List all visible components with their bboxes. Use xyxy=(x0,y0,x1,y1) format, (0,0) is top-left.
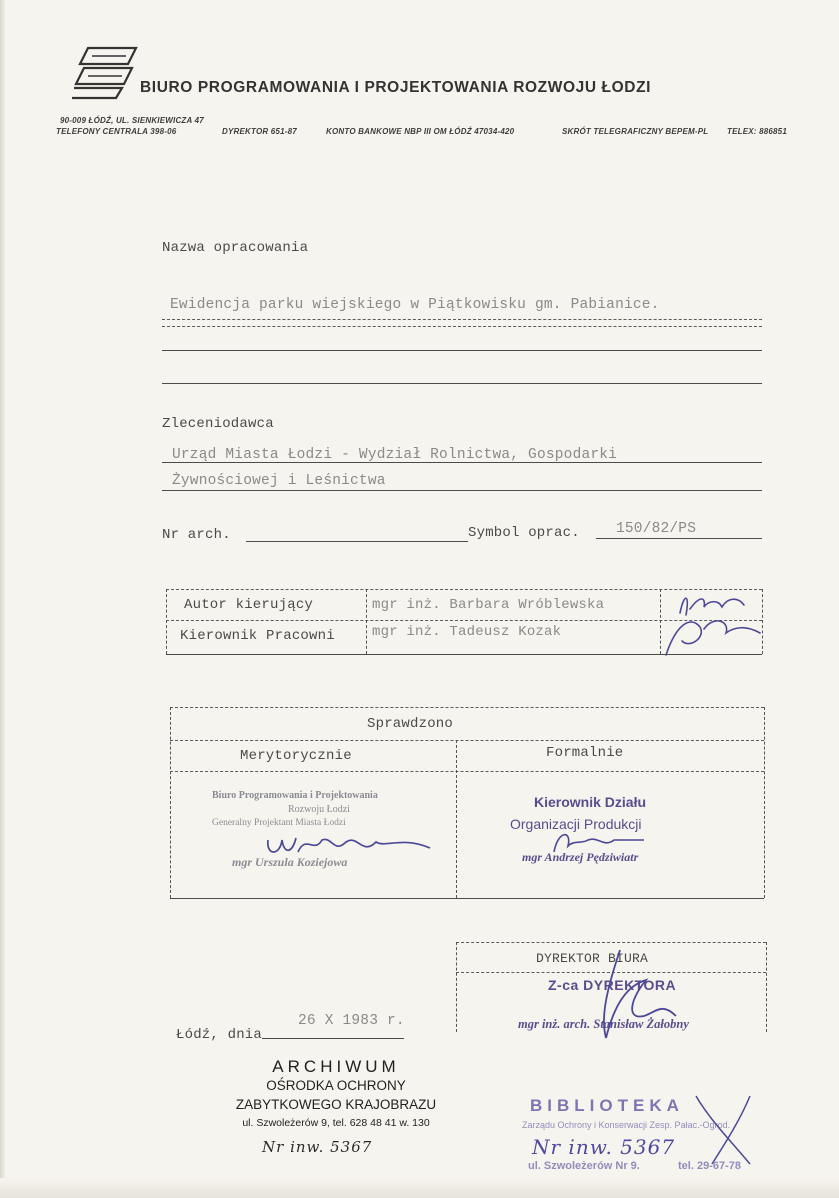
director-right-border xyxy=(766,942,767,1032)
studio-manager-label: Kierownik Pracowni xyxy=(180,628,335,644)
verif-top-border xyxy=(170,707,764,708)
symbol-value: 150/82/PS xyxy=(616,521,697,537)
lead-author-value: mgr inż. Barbara Wróblewska xyxy=(372,597,605,613)
title-value: Ewidencja parku wiejskiego w Piątkowisku gm. Pabianice. xyxy=(170,297,660,313)
substantive-stamp-line2: Rozwoju Łodzi xyxy=(288,804,350,815)
client-value-line2: Żywnościowej i Leśnictwa xyxy=(172,473,386,489)
phone-central: TELEFONY CENTRALA 398-06 xyxy=(56,127,177,136)
substantive-stamp-name: mgr Urszula Koziejowa xyxy=(232,855,348,869)
verif-right-border xyxy=(764,707,765,898)
substantive-signature xyxy=(262,826,462,866)
verif-center-divider xyxy=(456,740,457,898)
archive-number-label: Nr arch. xyxy=(162,527,231,543)
studio-manager-value: mgr inż. Tadeusz Kozak xyxy=(372,624,562,640)
telex-number: TELEX: 886851 xyxy=(727,127,787,136)
authors-divider xyxy=(366,589,367,654)
client-label: Zleceniodawca xyxy=(162,416,274,432)
library-handwritten-number: Nr inw. 5367 xyxy=(532,1135,676,1159)
symbol-label: Symbol oprac. xyxy=(468,525,580,541)
formal-stamp-name: mgr Andrzej Pędziwiatr xyxy=(522,850,639,864)
library-stamp-line2: Zarządu Ochrony i Konserwacji Zesp. Pałac.-Ogrod. xyxy=(522,1120,731,1130)
place-date-label: Łódź, dnia xyxy=(176,1027,263,1043)
date-underline xyxy=(262,1038,404,1039)
client-value-line1: Urząd Miasta Łodzi - Wydział Rolnictwa, Gospodarki xyxy=(172,447,618,463)
formal-signature xyxy=(548,826,668,860)
title-underline-1b xyxy=(162,326,762,327)
verif-bottom-border xyxy=(170,898,764,899)
verified-title: Sprawdzono xyxy=(367,716,454,732)
phone-director: DYREKTOR 651-87 xyxy=(222,127,297,136)
verif-header-border xyxy=(170,740,764,741)
director-title: DYREKTOR BIURA xyxy=(536,951,649,966)
place-date-value: 26 X 1983 r. xyxy=(298,1013,405,1029)
company-name: BIURO PROGRAMOWANIA I PROJEKTOWANIA ROZWOJU ŁODZI xyxy=(140,79,652,96)
company-logo xyxy=(72,44,138,100)
telegraph-code: SKRÓT TELEGRAFICZNY BEPEM-PL xyxy=(562,127,709,136)
lead-author-label: Autor kierujący xyxy=(184,597,314,613)
verif-left-border xyxy=(170,707,171,898)
director-signature xyxy=(586,946,686,1046)
archive-number-line xyxy=(246,541,468,542)
page-edge-shadow xyxy=(0,0,6,1198)
company-address: 90-009 ŁÓDŹ, UL. SIENKIEWICZA 47 xyxy=(60,116,204,125)
title-underline-3 xyxy=(162,383,762,384)
formal-header: Formalnie xyxy=(546,745,624,761)
archive-handwritten-number: Nr inw. 5367 xyxy=(262,1138,373,1156)
client-underline-2 xyxy=(162,490,762,491)
library-stamp-phone: tel. 29-67-78 xyxy=(678,1160,741,1172)
bank-account: KONTO BANKOWE NBP III OM ŁÓDŹ 47034-420 xyxy=(326,127,515,136)
archive-stamp-line4: ul. Szwoleżerów 9, tel. 628 48 41 w. 130 xyxy=(242,1117,430,1129)
archive-stamp-title: ARCHIWUM xyxy=(272,1057,400,1076)
archive-stamp-line2: OŚRODKA OCHRONY xyxy=(266,1078,406,1093)
page-bottom-edge xyxy=(0,1178,839,1198)
verif-subheader-border xyxy=(170,771,764,772)
library-stamp-address: ul. Szwoleżerów Nr 9. xyxy=(528,1160,640,1172)
substantive-stamp-line3: Generalny Projektant Miasta Łodzi xyxy=(212,818,346,828)
logo-icon xyxy=(72,44,138,100)
formal-stamp-line2: Organizacji Produkcji xyxy=(510,816,642,832)
substantive-header: Merytorycznie xyxy=(240,748,352,764)
authors-left-border xyxy=(166,589,167,654)
director-name-stamp: mgr inż. arch. Stanisław Żałobny xyxy=(518,1017,689,1031)
deputy-director-stamp: Z-ca DYREKTORA xyxy=(548,977,677,993)
substantive-stamp-line1: Biuro Programowania i Projektowania xyxy=(212,790,378,801)
formal-stamp-line1: Kierownik Działu xyxy=(534,794,647,810)
title-underline-1 xyxy=(162,319,762,320)
director-left-border xyxy=(456,942,457,1032)
director-top-border xyxy=(456,942,766,943)
library-signature-stroke xyxy=(690,1090,770,1170)
client-underline-1 xyxy=(162,462,762,463)
title-label: Nazwa opracowania xyxy=(162,240,309,256)
author-signatures xyxy=(660,585,770,665)
archive-stamp-line3: ZABYTKOWEGO KRAJOBRAZU xyxy=(235,1097,437,1112)
library-stamp-title: BIBLIOTEKA xyxy=(530,1096,684,1115)
title-underline-2 xyxy=(162,350,762,351)
symbol-line xyxy=(596,538,762,539)
